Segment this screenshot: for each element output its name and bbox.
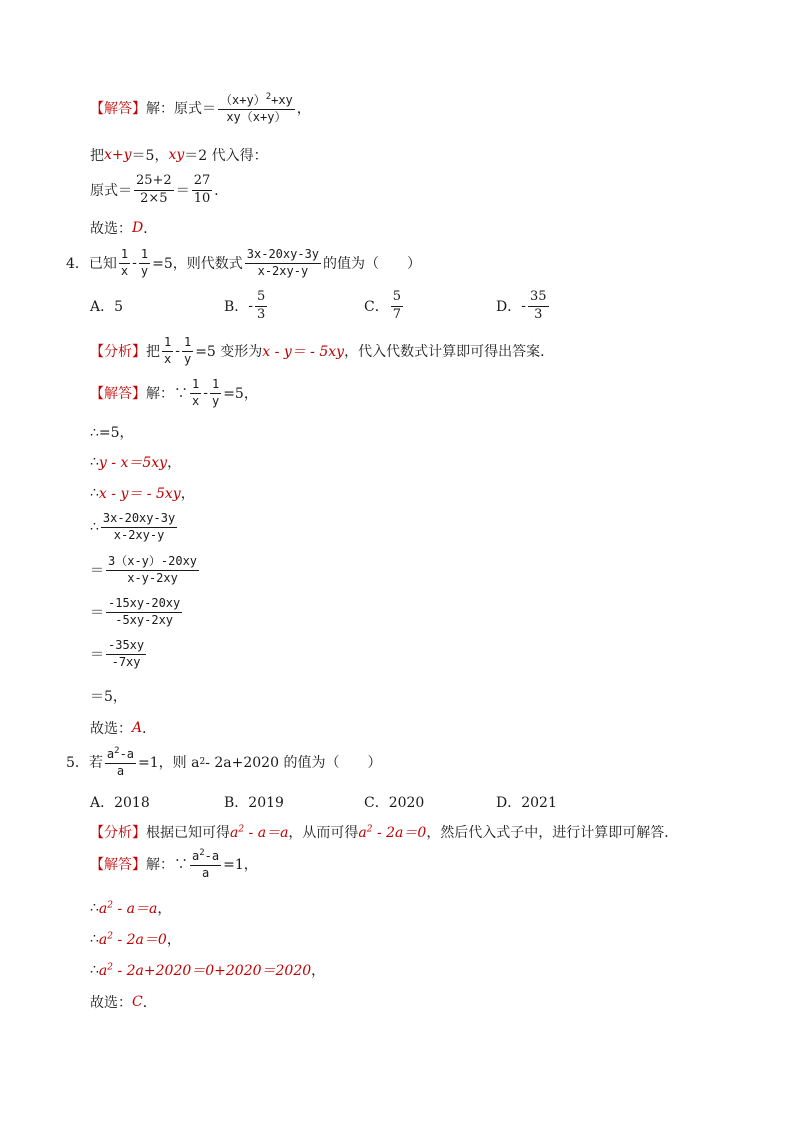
- question-text: =5，则代数式: [152, 256, 243, 273]
- frac-den: -5xy-2xy: [115, 612, 174, 627]
- frac-den: 10: [193, 190, 211, 206]
- fraction: [218, 92, 295, 125]
- frac-den: x: [120, 263, 129, 278]
- frac-num: 27: [192, 174, 213, 191]
- punct: ．: [214, 183, 229, 200]
- text: ，然后代入式子中，进行计算即可解答．: [426, 825, 679, 841]
- fraction: [162, 336, 173, 367]
- frac-num: a: [106, 747, 115, 761]
- punct: ，: [311, 963, 326, 979]
- minus: -: [132, 255, 137, 272]
- text: 把: [146, 344, 160, 361]
- frac-den: y: [211, 393, 220, 408]
- equals: ＝: [90, 563, 104, 580]
- math-expr: x+y: [104, 147, 132, 163]
- question-text: 5．若: [66, 755, 103, 772]
- q3-substitute-line: [90, 145, 268, 165]
- q5-stem: [66, 746, 381, 779]
- q5-choose-line: [90, 992, 157, 1012]
- q4-step: [90, 422, 134, 442]
- q4-option-a: [90, 296, 123, 316]
- exponent: 2: [114, 746, 120, 756]
- frac-den: y: [140, 263, 149, 278]
- fraction: [210, 378, 221, 409]
- q5-step: [90, 929, 181, 949]
- frac-den: a: [201, 865, 210, 880]
- q4-option-c: [364, 290, 405, 323]
- math-expr: x - y＝ - 5xy: [262, 344, 345, 361]
- fraction: [139, 248, 150, 279]
- q5-step: [90, 898, 171, 918]
- punct: ．: [142, 721, 157, 737]
- therefore: ∴: [90, 454, 99, 470]
- math-part: - 2a＝0: [113, 932, 167, 948]
- frac-num: 25+2: [134, 174, 174, 191]
- frac-den: 2×5: [140, 190, 168, 206]
- text: =5 变形为: [195, 344, 263, 361]
- q3-result-line: [90, 174, 228, 207]
- therefore: ∴: [90, 962, 99, 978]
- q4-step: [90, 452, 181, 472]
- punct: ，: [166, 932, 181, 948]
- exponent: 2: [199, 848, 205, 858]
- exponent: 2: [238, 824, 245, 835]
- frac-den: x: [192, 393, 200, 408]
- option-text: A．5: [90, 299, 124, 315]
- option-text: D．2021: [496, 795, 557, 811]
- minus: -: [521, 298, 526, 315]
- fraction: [105, 746, 136, 779]
- frac-num: 1: [139, 248, 150, 264]
- q3-choose-line: [90, 218, 157, 238]
- question-text: 的值为（ ）: [323, 256, 422, 273]
- fraction: [106, 597, 182, 628]
- frac-num: （x+y）: [220, 93, 266, 107]
- frac-den: xy（x+y）: [226, 109, 287, 124]
- text: 故选：: [90, 995, 132, 1011]
- text: ＝5，: [131, 148, 169, 164]
- fraction: [391, 290, 403, 323]
- fraction: [134, 174, 174, 207]
- fraction: [106, 555, 199, 586]
- q5-step: [90, 960, 325, 980]
- fraction: [119, 248, 130, 279]
- frac-num: -35xy: [106, 639, 146, 655]
- option-text: C．2020: [364, 795, 425, 811]
- frac-num: -a: [119, 747, 135, 761]
- therefore: ∴: [90, 519, 99, 536]
- answer-tag: 【解答】: [90, 101, 146, 118]
- question-text: 4．已知: [66, 256, 117, 273]
- step-text: ∴=5，: [90, 425, 134, 441]
- equals: ＝: [175, 183, 190, 200]
- fraction: [528, 290, 549, 323]
- frac-den: 3: [534, 306, 543, 322]
- exponent: 2: [199, 757, 206, 768]
- frac-num: 3x-20xy-3y: [245, 248, 321, 264]
- frac-num: 3（x-y）-20xy: [106, 555, 199, 571]
- q3-answer-line: [90, 92, 311, 125]
- math-part: a: [98, 932, 108, 948]
- math-part: - 2a＝0: [372, 825, 427, 841]
- frac-den: 3: [257, 306, 266, 322]
- q4-step: [90, 512, 179, 543]
- frac-num: 5: [255, 290, 267, 307]
- fraction: [245, 248, 321, 279]
- option-label: B．: [224, 299, 249, 316]
- frac-den: -7xy: [111, 654, 141, 669]
- exponent: 2: [107, 962, 114, 973]
- fraction: [255, 290, 267, 323]
- q5-option-c: [364, 792, 424, 812]
- q5-option-a: [90, 792, 150, 812]
- step-text: ＝5，: [90, 689, 127, 705]
- math-part: a: [98, 963, 108, 979]
- punct: ，: [157, 901, 172, 917]
- analysis-tag: 【分析】: [90, 344, 146, 361]
- fraction: [190, 848, 221, 881]
- text: =1，: [223, 857, 258, 874]
- punct: ，: [180, 486, 195, 502]
- punct: ，: [296, 101, 311, 118]
- punct: ．: [142, 995, 157, 1011]
- fraction: [106, 639, 146, 670]
- exponent: 2: [265, 92, 272, 102]
- math-expr: x - y＝ - 5xy: [98, 486, 181, 502]
- q4-step: [90, 639, 148, 670]
- frac-num: 35: [528, 290, 549, 307]
- q4-step: [90, 483, 195, 503]
- text: ＝2 代入得：: [184, 148, 268, 164]
- math-expr: [358, 822, 426, 842]
- exponent: 2: [107, 900, 114, 911]
- exponent: 2: [107, 931, 114, 942]
- q4-option-b: [224, 290, 269, 323]
- choice-letter: C: [132, 994, 143, 1010]
- q5-answer: [90, 848, 258, 881]
- therefore: ∴: [90, 485, 99, 501]
- q4-step: [90, 597, 184, 628]
- equals: ＝: [90, 647, 104, 664]
- text: 把: [90, 148, 104, 164]
- punct: ，: [167, 455, 182, 471]
- frac-num: 1: [119, 248, 130, 264]
- q4-stem: [66, 248, 421, 279]
- text: 解：∵: [146, 857, 188, 874]
- math-expr: y - x＝5xy: [98, 455, 168, 471]
- math-part: - a＝a: [244, 825, 289, 841]
- math-expr: [99, 929, 167, 949]
- text: ，从而可得: [288, 825, 359, 841]
- answer-lead: 解：原式＝: [146, 101, 216, 118]
- fraction: [192, 174, 213, 207]
- frac-den: x-y-2xy: [127, 570, 178, 585]
- q5-option-b: [224, 792, 284, 812]
- exponent: 2: [366, 824, 373, 835]
- answer-tag: 【解答】: [90, 857, 146, 874]
- q4-option-d: [496, 290, 551, 323]
- math-part: - 2a+2020＝0+2020＝2020: [113, 963, 312, 979]
- math-part: a: [98, 901, 108, 917]
- frac-den: x-2xy-y: [113, 527, 165, 542]
- minus: -: [175, 343, 180, 360]
- frac-num: 1: [210, 378, 221, 394]
- frac-num: 1: [162, 336, 173, 352]
- math-expr: [99, 898, 157, 918]
- therefore: ∴: [90, 931, 99, 947]
- fraction: [101, 512, 177, 543]
- therefore: ∴: [90, 900, 99, 916]
- frac-num: 1: [190, 378, 201, 394]
- math-expr: xy: [168, 147, 185, 163]
- math-expr: [99, 960, 311, 980]
- frac-den: 7: [392, 306, 401, 322]
- question-text: =1，则 a: [138, 755, 200, 772]
- analysis-tag: 【分析】: [90, 825, 146, 841]
- text: 原式＝: [90, 183, 132, 200]
- answer-tag: 【解答】: [90, 386, 146, 403]
- math-expr: [230, 822, 288, 842]
- question-text: - 2a+2020 的值为（ ）: [205, 755, 382, 772]
- math-part: - a＝a: [113, 901, 158, 917]
- option-label: D．: [496, 299, 522, 316]
- option-label: C．: [364, 299, 389, 316]
- q4-step: [90, 555, 201, 586]
- fraction: [182, 336, 193, 367]
- text: =5，: [223, 386, 258, 403]
- math-part: a: [230, 825, 239, 841]
- text: 解：∵: [146, 386, 188, 403]
- frac-num: -a: [204, 849, 220, 863]
- q4-step: [90, 686, 127, 706]
- frac-den: a: [116, 763, 125, 778]
- fraction: [190, 378, 201, 409]
- frac-num: 5: [391, 290, 403, 307]
- q5-analysis: [90, 822, 678, 842]
- frac-num: +xy: [271, 93, 293, 107]
- q4-answer: [90, 378, 258, 409]
- frac-num: 1: [182, 336, 193, 352]
- frac-num: -15xy-20xy: [106, 597, 182, 613]
- q4-choose-line: [90, 718, 156, 738]
- text: 根据已知可得: [146, 825, 230, 841]
- punct: ．: [143, 221, 158, 237]
- minus: -: [203, 385, 208, 402]
- minus: -: [248, 298, 254, 315]
- text: ，代入代数式计算即可得出答案．: [344, 344, 555, 361]
- text: 故选：: [90, 721, 132, 737]
- frac-den: x-2xy-y: [257, 263, 309, 278]
- frac-num: a: [192, 849, 200, 863]
- frac-num: 3x-20xy-3y: [101, 512, 177, 528]
- option-text: B．2019: [224, 795, 284, 811]
- q4-analysis: [90, 336, 554, 367]
- choice-letter: A: [132, 720, 143, 736]
- choice-letter: D: [132, 220, 144, 236]
- math-part: a: [358, 825, 367, 841]
- text: 故选：: [90, 221, 132, 237]
- equals: ＝: [90, 605, 104, 622]
- q5-option-d: [496, 792, 557, 812]
- option-text: A．2018: [90, 795, 150, 811]
- frac-den: y: [183, 351, 192, 366]
- frac-den: x: [164, 351, 172, 366]
